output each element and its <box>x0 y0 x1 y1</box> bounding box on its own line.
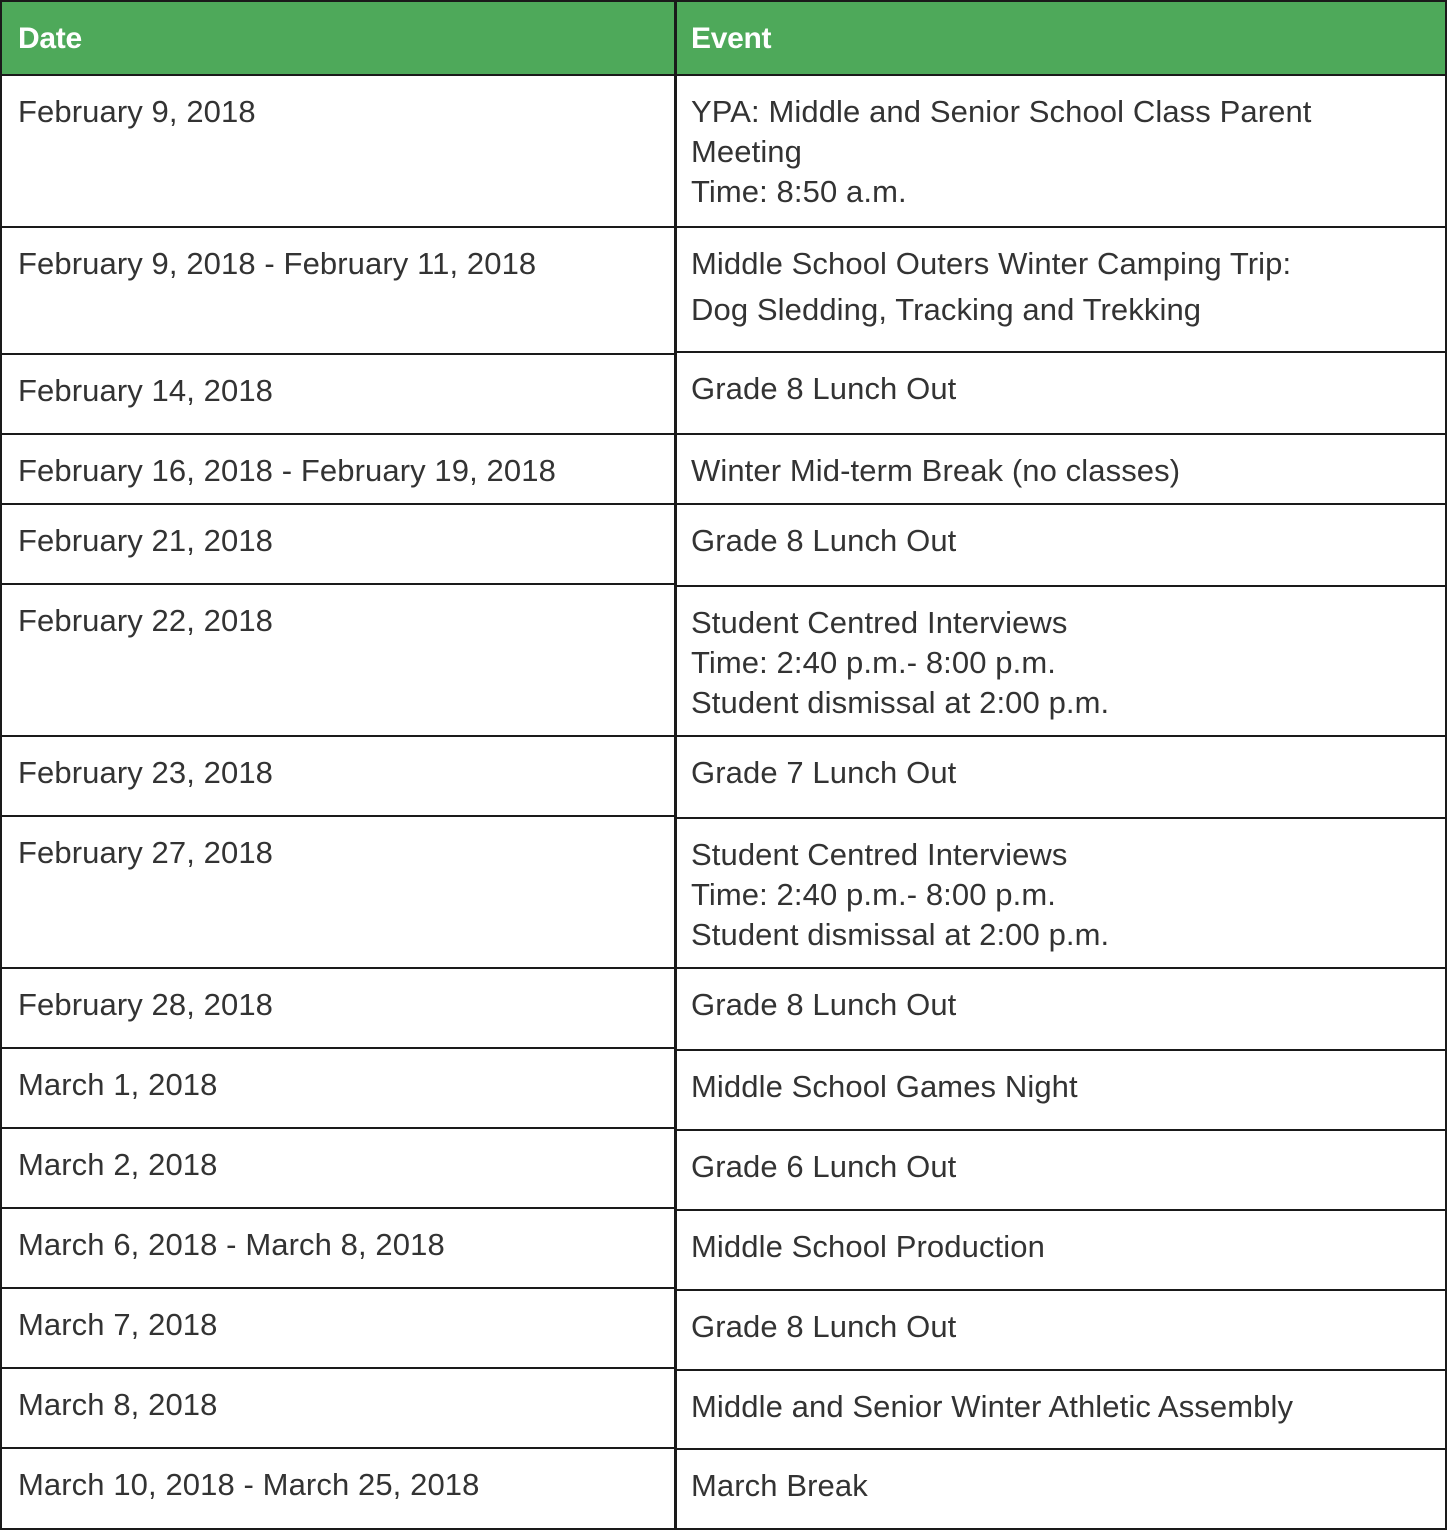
event-cell: Middle School Outers Winter Camping Trip: Dog Sledding, Tracking and Trekking <box>675 226 1447 353</box>
date-column-header: Date <box>0 0 676 76</box>
date-cell: March 7, 2018 <box>0 1287 676 1369</box>
date-cell: March 10, 2018 - March 25, 2018 <box>0 1447 676 1530</box>
event-cell: Grade 6 Lunch Out <box>675 1129 1447 1211</box>
date-cell: March 8, 2018 <box>0 1367 676 1449</box>
event-cell: Middle and Senior Winter Athletic Assembly <box>675 1369 1447 1450</box>
date-cell: March 1, 2018 <box>0 1047 676 1129</box>
event-cell: Middle School Production <box>675 1209 1447 1291</box>
event-cell: Middle School Games Night <box>675 1049 1447 1131</box>
event-cell: Grade 7 Lunch Out <box>675 735 1447 819</box>
event-cell: Grade 8 Lunch Out <box>675 351 1447 435</box>
event-cell: YPA: Middle and Senior School Class Parent Meeting Time: 8:50 a.m. <box>675 74 1447 228</box>
event-cell: Student Centred Interviews Time: 2:40 p.m.- 8:00 p.m. Student dismissal at 2:00 p.m. <box>675 817 1447 969</box>
event-cell: Student Centred Interviews Time: 2:40 p.m.- 8:00 p.m. Student dismissal at 2:00 p.m. <box>675 585 1447 737</box>
event-cell: Grade 8 Lunch Out <box>675 1289 1447 1371</box>
date-cell: February 23, 2018 <box>0 735 676 817</box>
date-cell: February 22, 2018 <box>0 583 676 737</box>
date-cell: February 14, 2018 <box>0 353 676 435</box>
date-cell: March 6, 2018 - March 8, 2018 <box>0 1207 676 1289</box>
date-cell: February 27, 2018 <box>0 815 676 969</box>
date-cell: February 9, 2018 - February 11, 2018 <box>0 226 676 355</box>
date-cell: February 9, 2018 <box>0 74 676 228</box>
date-cell: February 28, 2018 <box>0 967 676 1049</box>
event-cell: Winter Mid-term Break (no classes) <box>675 433 1447 505</box>
date-cell: March 2, 2018 <box>0 1127 676 1209</box>
date-cell: February 16, 2018 - February 19, 2018 <box>0 433 676 505</box>
event-cell: Grade 8 Lunch Out <box>675 967 1447 1051</box>
date-cell: February 21, 2018 <box>0 503 676 585</box>
event-cell: Grade 8 Lunch Out <box>675 503 1447 587</box>
event-cell: March Break <box>675 1448 1447 1530</box>
event-column-header: Event <box>675 0 1447 76</box>
